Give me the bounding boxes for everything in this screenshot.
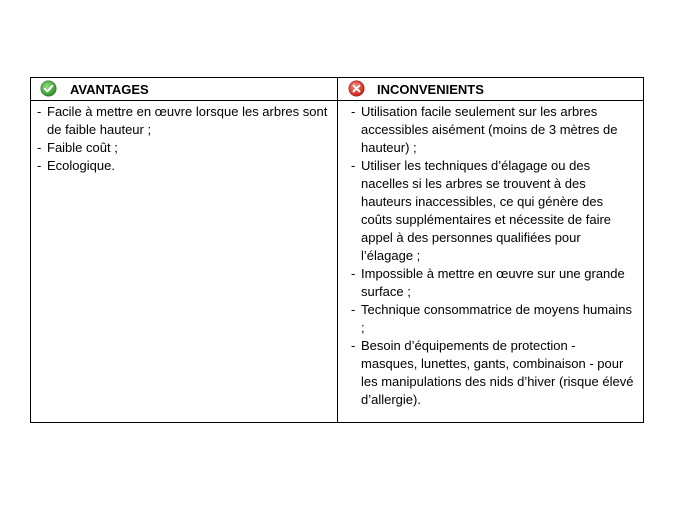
avantages-title: AVANTAGES bbox=[70, 82, 149, 97]
inconvenients-cell bbox=[338, 101, 643, 422]
inconvenients-title: INCONVENIENTS bbox=[377, 82, 484, 97]
cross-circle-icon bbox=[348, 80, 365, 97]
list-item: - Facile à mettre en œuvre lorsque les arbres sont de faible hauteur ; bbox=[37, 103, 329, 139]
avantages-list bbox=[31, 101, 337, 175]
avantages-header bbox=[31, 78, 338, 100]
inconvenients-header bbox=[338, 78, 643, 100]
inconvenients-list bbox=[338, 101, 643, 409]
table-header-row bbox=[31, 78, 643, 101]
list-item: - Besoin d’équipements de protection - masques, lunettes, gants, combinaison - pour les manipulations des nids d’hiver (risque élevé d’allergie). bbox=[351, 337, 635, 409]
list-item: - Faible coût ; bbox=[37, 139, 329, 157]
avantages-cell bbox=[31, 101, 338, 422]
check-circle-icon bbox=[40, 80, 57, 97]
list-item: - Utiliser les techniques d’élagage ou des nacelles si les arbres se trouvent à des hauteurs inaccessibles, ce qui génère des coûts supplémentaires et nécessite de faire appel à des personnes qualifiées pour l’élagage ; bbox=[351, 157, 635, 265]
list-item: - Utilisation facile seulement sur les arbres accessibles aisément (moins de 3 mètres de hauteur) ; bbox=[351, 103, 635, 157]
table-body-row bbox=[31, 101, 643, 422]
list-item: - Ecologique. bbox=[37, 157, 329, 175]
comparison-table bbox=[30, 77, 644, 423]
list-item: - Technique consommatrice de moyens humains ; bbox=[351, 301, 635, 337]
list-item: - Impossible à mettre en œuvre sur une grande surface ; bbox=[351, 265, 635, 301]
